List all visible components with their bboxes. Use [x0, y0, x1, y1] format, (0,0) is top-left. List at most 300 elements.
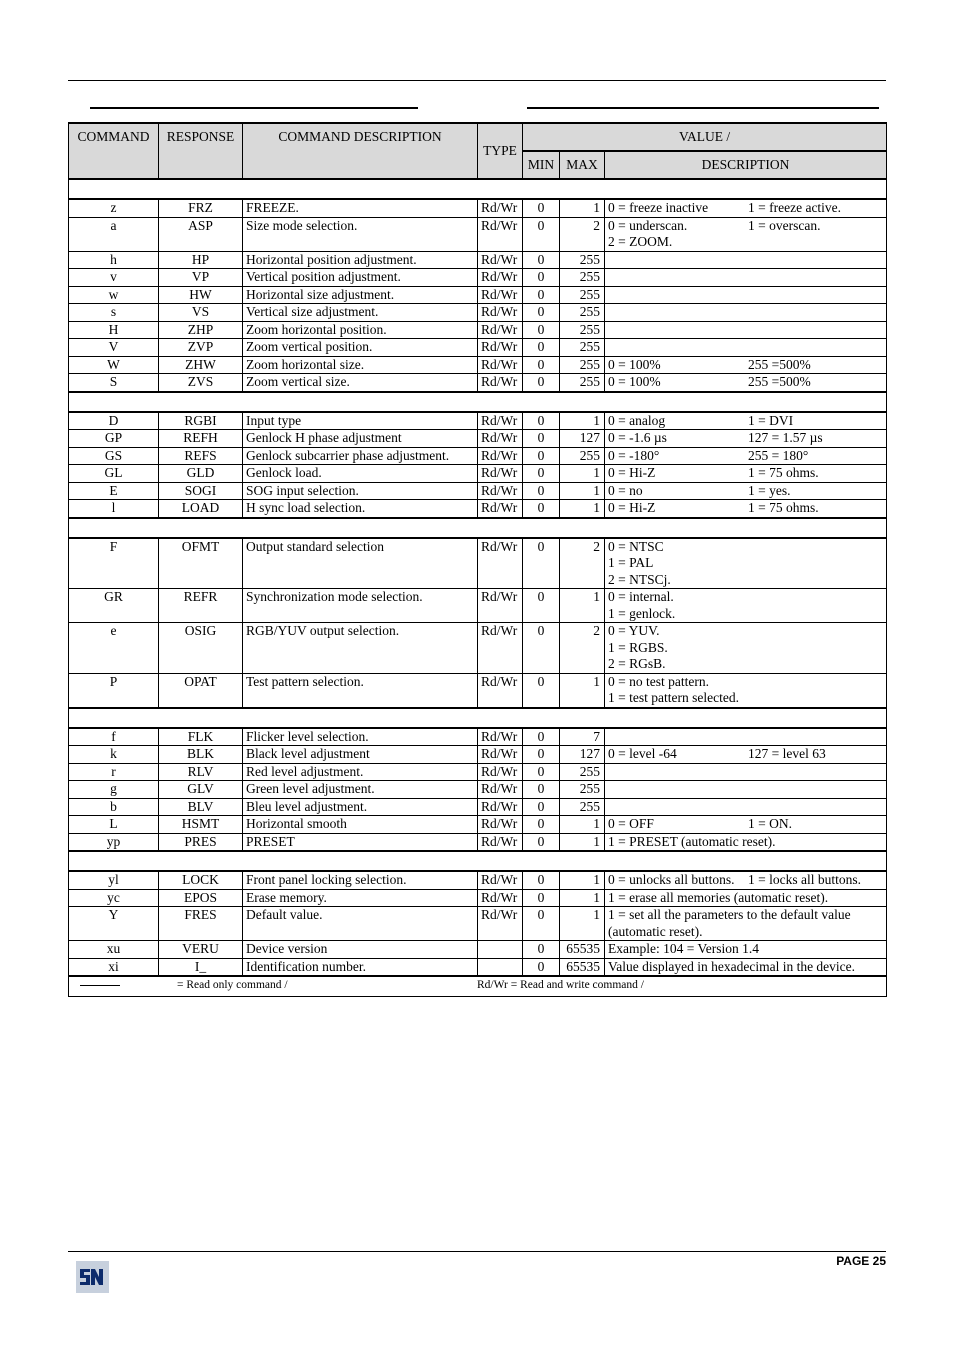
max-cell: 1	[560, 500, 605, 518]
table-row	[69, 269, 887, 287]
type-cell: Rd/Wr	[478, 746, 523, 764]
description-cell: Synchronization mode selection.	[243, 589, 478, 623]
top-rule	[68, 80, 886, 81]
response-cell: ASP	[159, 217, 243, 251]
response-cell: VP	[159, 269, 243, 287]
description-cell: Zoom vertical position.	[243, 339, 478, 357]
company-logo	[76, 1261, 109, 1293]
type-cell: Rd/Wr	[478, 430, 523, 448]
max-cell: 2	[560, 538, 605, 589]
response-cell: BLK	[159, 746, 243, 764]
max-cell: 2	[560, 623, 605, 674]
table-row	[69, 746, 887, 764]
value-text: 1 = overscan.	[748, 217, 821, 233]
max-cell: 255	[560, 798, 605, 816]
command-cell: yc	[69, 889, 159, 907]
type-cell: Rd/Wr	[478, 356, 523, 374]
min-cell: 0	[523, 199, 560, 217]
table-row	[69, 941, 887, 959]
min-cell: 0	[523, 816, 560, 834]
value-text: 0 = Hi-Z	[608, 465, 656, 480]
description-cell: Black level adjustment	[243, 746, 478, 764]
title-underline-left	[90, 107, 418, 109]
table-row	[69, 217, 887, 251]
value-text: 0 = NTSC	[608, 538, 664, 554]
type-cell: Rd/Wr	[478, 286, 523, 304]
type-cell: Rd/Wr	[478, 781, 523, 799]
value-text: 1 = DVI	[748, 412, 794, 428]
type-cell: Rd/Wr	[478, 833, 523, 851]
response-cell: ZVS	[159, 374, 243, 392]
type-cell: Rd/Wr	[478, 251, 523, 269]
description-cell: Genlock subcarrier phase adjustment.	[243, 447, 478, 465]
type-cell: Rd/Wr	[478, 589, 523, 623]
legend-read-write: Rd/Wr = Read and write command /	[477, 979, 644, 991]
command-cell: GS	[69, 447, 159, 465]
value-text: 0 = -1.6 µs	[608, 430, 667, 445]
max-cell: 255	[560, 251, 605, 269]
table-row	[69, 199, 887, 217]
description-cell: Vertical position adjustment.	[243, 269, 478, 287]
description-cell: SOG input selection.	[243, 482, 478, 500]
description-cell: Input type	[243, 412, 478, 430]
max-cell: 7	[560, 728, 605, 746]
min-cell: 0	[523, 321, 560, 339]
max-cell: 1	[560, 465, 605, 483]
response-cell: VS	[159, 304, 243, 322]
description-cell: Bleu level adjustment.	[243, 798, 478, 816]
response-cell: RGBI	[159, 412, 243, 430]
command-cell: g	[69, 781, 159, 799]
value-text: 255 =500%	[748, 374, 811, 389]
value-description-cell	[605, 217, 887, 251]
max-cell: 1	[560, 589, 605, 623]
description-cell: Identification number.	[243, 958, 478, 976]
min-cell: 0	[523, 447, 560, 465]
type-cell: Rd/Wr	[478, 465, 523, 483]
type-cell: Rd/Wr	[478, 304, 523, 322]
type-cell: Rd/Wr	[478, 374, 523, 392]
section-title	[69, 179, 887, 199]
value-text: Example: 104 = Version 1.4	[608, 941, 759, 956]
value-description-cell	[605, 673, 887, 708]
min-cell: 0	[523, 465, 560, 483]
type-cell: Rd/Wr	[478, 447, 523, 465]
header-type: TYPE	[478, 123, 523, 179]
max-cell: 255	[560, 356, 605, 374]
command-cell: f	[69, 728, 159, 746]
min-cell: 0	[523, 673, 560, 708]
type-cell: Rd/Wr	[478, 673, 523, 708]
description-cell: Genlock load.	[243, 465, 478, 483]
description-cell: Zoom vertical size.	[243, 374, 478, 392]
value-description-cell	[605, 538, 887, 589]
table-row	[69, 763, 887, 781]
max-cell: 65535	[560, 941, 605, 959]
value-description-cell	[605, 199, 887, 217]
response-cell: ZHW	[159, 356, 243, 374]
max-cell: 255	[560, 269, 605, 287]
command-cell: a	[69, 217, 159, 251]
min-cell: 0	[523, 374, 560, 392]
min-cell: 0	[523, 482, 560, 500]
description-cell: Horizontal smooth	[243, 816, 478, 834]
response-cell: ZVP	[159, 339, 243, 357]
table-row	[69, 538, 887, 589]
min-cell: 0	[523, 907, 560, 941]
max-cell: 1	[560, 199, 605, 217]
max-cell: 255	[560, 286, 605, 304]
table-row	[69, 412, 887, 430]
min-cell: 0	[523, 538, 560, 589]
section-row	[69, 851, 887, 871]
command-cell: GR	[69, 589, 159, 623]
value-description-cell	[605, 321, 887, 339]
max-cell: 255	[560, 763, 605, 781]
value-description-cell	[605, 304, 887, 322]
value-description-cell	[605, 816, 887, 834]
min-cell: 0	[523, 746, 560, 764]
response-cell: FRZ	[159, 199, 243, 217]
min-cell: 0	[523, 356, 560, 374]
type-cell: Rd/Wr	[478, 623, 523, 674]
min-cell: 0	[523, 339, 560, 357]
type-cell: Rd/Wr	[478, 339, 523, 357]
command-cell: s	[69, 304, 159, 322]
description-cell: H sync load selection.	[243, 500, 478, 518]
header-max: MAX	[560, 151, 605, 179]
command-cell: z	[69, 199, 159, 217]
command-cell: D	[69, 412, 159, 430]
table-row	[69, 589, 887, 623]
description-cell: Device version	[243, 941, 478, 959]
value-text: 0 = YUV.	[608, 623, 660, 638]
value-text: 2 = RGsB.	[608, 656, 666, 671]
header-command-description: COMMAND DESCRIPTION	[243, 123, 478, 179]
description-cell: Erase memory.	[243, 889, 478, 907]
table-row	[69, 889, 887, 907]
value-text: 1 = freeze active.	[748, 200, 842, 215]
max-cell: 65535	[560, 958, 605, 976]
page-number: PAGE 25	[836, 1254, 886, 1268]
command-cell: L	[69, 816, 159, 834]
response-cell: FRES	[159, 907, 243, 941]
value-description-cell	[605, 889, 887, 907]
value-description-cell	[605, 356, 887, 374]
description-cell: Default value.	[243, 907, 478, 941]
min-cell: 0	[523, 589, 560, 623]
command-cell: l	[69, 500, 159, 518]
response-cell: HSMT	[159, 816, 243, 834]
header-min: MIN	[523, 151, 560, 179]
value-description-cell	[605, 763, 887, 781]
type-cell	[478, 941, 523, 959]
response-cell: GLD	[159, 465, 243, 483]
value-text: 0 = 100%	[608, 356, 661, 372]
command-cell: yp	[69, 833, 159, 851]
value-text: 127 = level 63	[748, 746, 826, 761]
max-cell: 1	[560, 833, 605, 851]
value-text: 1 = test pattern selected.	[608, 690, 739, 705]
min-cell: 0	[523, 833, 560, 851]
value-text: 0 = underscan.	[608, 217, 688, 233]
command-cell: b	[69, 798, 159, 816]
value-description-cell	[605, 871, 887, 889]
legend-read-only: = Read only command /	[177, 979, 288, 991]
command-cell: h	[69, 251, 159, 269]
min-cell: 0	[523, 728, 560, 746]
table-row	[69, 500, 887, 518]
value-text: 1 = PRESET (automatic reset).	[608, 833, 776, 849]
value-description-cell	[605, 269, 887, 287]
value-text: 255 = 180°	[748, 447, 809, 463]
description-cell: Front panel locking selection.	[243, 871, 478, 889]
value-text: 1 = 75 ohms.	[748, 465, 819, 480]
min-cell: 0	[523, 781, 560, 799]
min-cell: 0	[523, 430, 560, 448]
value-description-cell	[605, 339, 887, 357]
value-text: 0 = level -64	[608, 746, 677, 761]
table-row	[69, 321, 887, 339]
command-cell: r	[69, 763, 159, 781]
description-cell: PRESET	[243, 833, 478, 851]
description-cell: Size mode selection.	[243, 217, 478, 251]
type-cell: Rd/Wr	[478, 889, 523, 907]
value-text: 0 = OFF	[608, 816, 654, 831]
max-cell: 1	[560, 871, 605, 889]
footer-rule	[68, 1251, 886, 1252]
value-description-cell	[605, 746, 887, 764]
type-cell	[478, 958, 523, 976]
response-cell: REFH	[159, 430, 243, 448]
table-row	[69, 907, 887, 941]
legend-underline	[80, 985, 120, 986]
command-cell: e	[69, 623, 159, 674]
table-row	[69, 465, 887, 483]
value-description-cell	[605, 482, 887, 500]
command-cell: S	[69, 374, 159, 392]
min-cell: 0	[523, 412, 560, 430]
max-cell: 1	[560, 889, 605, 907]
response-cell: VERU	[159, 941, 243, 959]
value-text: 0 = -180°	[608, 447, 660, 463]
table-row	[69, 482, 887, 500]
response-cell: OFMT	[159, 538, 243, 589]
response-cell: OPAT	[159, 673, 243, 708]
min-cell: 0	[523, 871, 560, 889]
value-description-cell	[605, 500, 887, 518]
header-description: DESCRIPTION	[605, 151, 887, 179]
type-cell: Rd/Wr	[478, 763, 523, 781]
min-cell: 0	[523, 251, 560, 269]
type-cell: Rd/Wr	[478, 538, 523, 589]
response-cell: EPOS	[159, 889, 243, 907]
value-text: 0 = freeze inactive	[608, 200, 709, 215]
table-row	[69, 958, 887, 976]
table-row	[69, 339, 887, 357]
command-cell: P	[69, 673, 159, 708]
command-cell: H	[69, 321, 159, 339]
legend	[69, 976, 887, 997]
value-description-cell	[605, 958, 887, 976]
max-cell: 1	[560, 907, 605, 941]
value-description-cell	[605, 430, 887, 448]
response-cell: SOGI	[159, 482, 243, 500]
value-description-cell	[605, 447, 887, 465]
description-cell: FREEZE.	[243, 199, 478, 217]
command-cell: E	[69, 482, 159, 500]
value-description-cell	[605, 412, 887, 430]
value-description-cell	[605, 781, 887, 799]
header-value: VALUE /	[523, 123, 887, 151]
max-cell: 1	[560, 412, 605, 430]
response-cell: GLV	[159, 781, 243, 799]
command-cell: GL	[69, 465, 159, 483]
max-cell: 127	[560, 430, 605, 448]
min-cell: 0	[523, 500, 560, 518]
max-cell: 255	[560, 321, 605, 339]
type-cell: Rd/Wr	[478, 500, 523, 518]
description-cell: Horizontal size adjustment.	[243, 286, 478, 304]
min-cell: 0	[523, 623, 560, 674]
value-text: 1 = locks all buttons.	[748, 872, 861, 887]
type-cell: Rd/Wr	[478, 798, 523, 816]
response-cell: REFS	[159, 447, 243, 465]
value-description-cell	[605, 286, 887, 304]
command-cell: v	[69, 269, 159, 287]
value-text: 0 = 100%	[608, 374, 661, 389]
response-cell: FLK	[159, 728, 243, 746]
max-cell: 2	[560, 217, 605, 251]
value-description-cell	[605, 465, 887, 483]
value-text: 0 = no	[608, 482, 643, 498]
description-cell: RGB/YUV output selection.	[243, 623, 478, 674]
type-cell: Rd/Wr	[478, 199, 523, 217]
max-cell: 1	[560, 816, 605, 834]
value-text: 1 = 75 ohms.	[748, 500, 819, 515]
min-cell: 0	[523, 286, 560, 304]
response-cell: LOAD	[159, 500, 243, 518]
title-underline-right	[527, 107, 879, 109]
value-description-cell	[605, 251, 887, 269]
section-title	[69, 518, 887, 538]
value-description-cell	[605, 941, 887, 959]
type-cell: Rd/Wr	[478, 412, 523, 430]
description-cell: Zoom horizontal position.	[243, 321, 478, 339]
table-row	[69, 781, 887, 799]
value-text: 2 = NTSCj.	[608, 571, 671, 587]
value-text: 0 = no test pattern.	[608, 673, 709, 689]
max-cell: 255	[560, 447, 605, 465]
table-row	[69, 816, 887, 834]
section-row	[69, 708, 887, 728]
section-title	[69, 708, 887, 728]
value-text: (automatic reset).	[608, 923, 703, 939]
description-cell: Genlock H phase adjustment	[243, 430, 478, 448]
description-cell: Flicker level selection.	[243, 728, 478, 746]
response-cell: BLV	[159, 798, 243, 816]
table-row	[69, 447, 887, 465]
table-body	[69, 179, 887, 976]
response-cell: I_	[159, 958, 243, 976]
table-row	[69, 798, 887, 816]
response-cell: ZHP	[159, 321, 243, 339]
value-text: 0 = analog	[608, 412, 666, 428]
min-cell: 0	[523, 798, 560, 816]
max-cell: 127	[560, 746, 605, 764]
table-row	[69, 871, 887, 889]
value-description-cell	[605, 798, 887, 816]
value-text: 1 = set all the parameters to the default value	[608, 907, 851, 922]
value-text: 0 = internal.	[608, 589, 674, 604]
min-cell: 0	[523, 889, 560, 907]
min-cell: 0	[523, 763, 560, 781]
section-row	[69, 392, 887, 412]
table-row	[69, 833, 887, 851]
type-cell: Rd/Wr	[478, 217, 523, 251]
value-text: 255 =500%	[748, 356, 811, 372]
max-cell: 1	[560, 482, 605, 500]
value-text: 1 = RGBS.	[608, 639, 668, 655]
response-cell: PRES	[159, 833, 243, 851]
command-cell: W	[69, 356, 159, 374]
max-cell: 255	[560, 374, 605, 392]
value-description-cell	[605, 374, 887, 392]
min-cell: 0	[523, 304, 560, 322]
min-cell: 0	[523, 941, 560, 959]
max-cell: 1	[560, 673, 605, 708]
table-row	[69, 304, 887, 322]
min-cell: 0	[523, 217, 560, 251]
section-title	[69, 392, 887, 412]
value-text: 127 = 1.57 µs	[748, 430, 823, 445]
value-text: 1 = yes.	[748, 482, 791, 498]
max-cell: 255	[560, 339, 605, 357]
value-description-cell	[605, 907, 887, 941]
type-cell: Rd/Wr	[478, 728, 523, 746]
table-row	[69, 356, 887, 374]
header-command: COMMAND	[69, 123, 159, 179]
type-cell: Rd/Wr	[478, 816, 523, 834]
value-text: 0 = Hi-Z	[608, 500, 656, 515]
description-cell: Test pattern selection.	[243, 673, 478, 708]
description-cell: Green level adjustment.	[243, 781, 478, 799]
max-cell: 255	[560, 781, 605, 799]
table-row	[69, 286, 887, 304]
response-cell: HP	[159, 251, 243, 269]
response-cell: HW	[159, 286, 243, 304]
table-row	[69, 430, 887, 448]
header-response: RESPONSE	[159, 123, 243, 179]
value-text: 1 = erase all memories (automatic reset).	[608, 889, 829, 905]
command-cell: V	[69, 339, 159, 357]
value-description-cell	[605, 623, 887, 674]
command-table	[68, 122, 887, 997]
type-cell: Rd/Wr	[478, 871, 523, 889]
value-text: 0 = unlocks all buttons.	[608, 872, 735, 887]
section-row	[69, 518, 887, 538]
command-cell: w	[69, 286, 159, 304]
description-cell: Output standard selection	[243, 538, 478, 589]
command-cell: k	[69, 746, 159, 764]
description-cell: Horizontal position adjustment.	[243, 251, 478, 269]
value-description-cell	[605, 833, 887, 851]
value-text: 1 = PAL	[608, 555, 654, 570]
type-cell: Rd/Wr	[478, 907, 523, 941]
table-header	[69, 123, 887, 179]
command-cell: F	[69, 538, 159, 589]
legend-row	[69, 976, 887, 997]
